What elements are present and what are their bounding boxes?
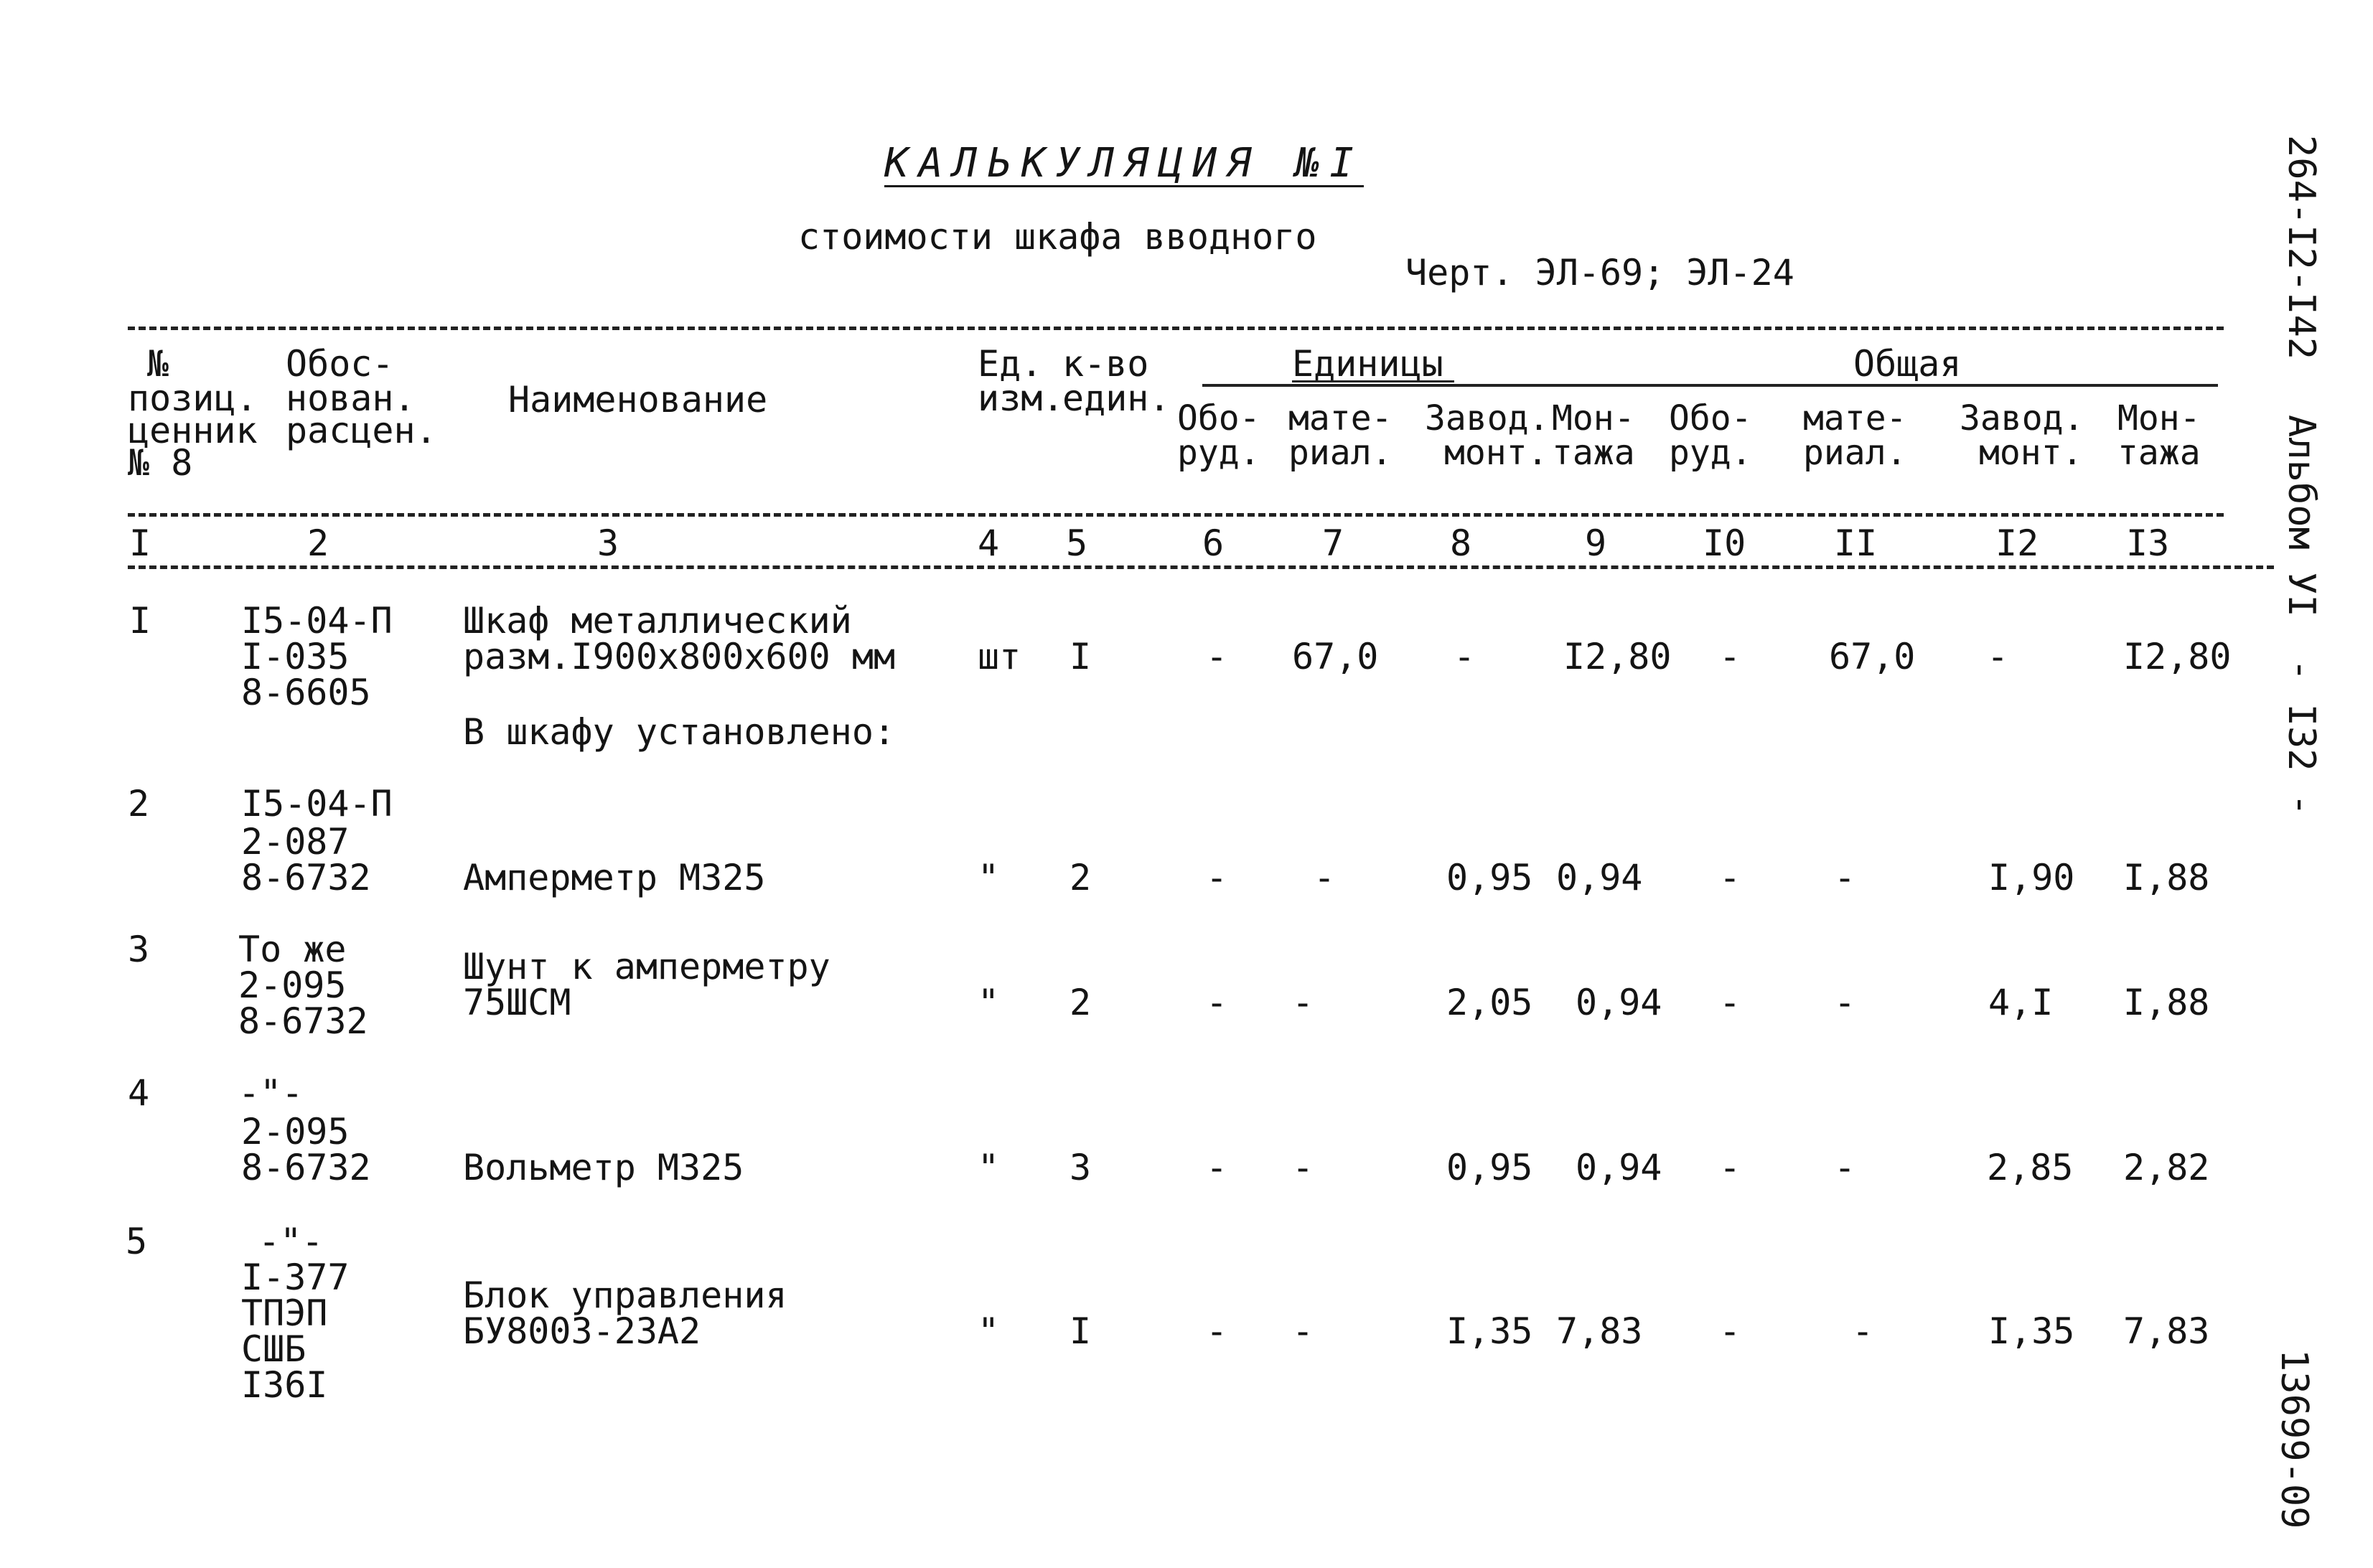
row4-basis-line1: -"- bbox=[238, 1072, 304, 1114]
row2-position: 2 bbox=[128, 783, 150, 825]
row4-col6: - bbox=[1206, 1147, 1228, 1188]
row5-col7: - bbox=[1292, 1310, 1314, 1352]
row3-col11: - bbox=[1834, 982, 1856, 1023]
row1-col11: 67,0 bbox=[1829, 636, 1916, 677]
row1-position: I bbox=[129, 600, 151, 642]
header-col13-line1: Мон- bbox=[2117, 398, 2201, 438]
row3-col6: - bbox=[1206, 982, 1228, 1023]
row5-basis-line2: I-377 bbox=[241, 1257, 350, 1298]
header-col11-line2: риал. bbox=[1803, 433, 1907, 473]
row3-position: 3 bbox=[128, 929, 150, 970]
row5-col8: I,35 bbox=[1446, 1310, 1533, 1352]
col-number-3: 3 bbox=[597, 522, 619, 564]
row5-col13: 7,83 bbox=[2123, 1310, 2210, 1352]
row4-basis-line2: 2-095 bbox=[241, 1111, 350, 1152]
row2-unit: " bbox=[978, 857, 1000, 898]
row5-col12: I,35 bbox=[1988, 1310, 2075, 1352]
row4-col12: 2,85 bbox=[1987, 1147, 2074, 1188]
row1-qty: I bbox=[1070, 636, 1092, 677]
row4-qty: 3 bbox=[1070, 1147, 1092, 1188]
header-col1-line4: № 8 bbox=[128, 442, 193, 484]
row3-name-line1: Шунт к амперметру bbox=[463, 946, 830, 987]
row4-col8: 0,95 bbox=[1446, 1147, 1533, 1188]
col-number-7: 7 bbox=[1322, 522, 1344, 564]
row4-col13: 2,82 bbox=[2123, 1147, 2210, 1188]
header-col11-line1: мате- bbox=[1803, 398, 1907, 438]
group-span-rule bbox=[1202, 384, 2218, 387]
header-col13-line2: тажа bbox=[2117, 433, 2201, 473]
header-col6-line1: Обо- bbox=[1177, 398, 1260, 438]
header-col2-line3: расцен. bbox=[286, 410, 437, 451]
col-number-10: I0 bbox=[1703, 522, 1746, 564]
header-col7-line2: риал. bbox=[1288, 433, 1393, 473]
header-bottom-rule bbox=[128, 513, 2224, 517]
header-col10-line1: Обо- bbox=[1669, 398, 1752, 438]
row4-col10: - bbox=[1719, 1147, 1741, 1188]
col-number-13: I3 bbox=[2126, 522, 2170, 564]
row3-col9: 0,94 bbox=[1576, 982, 1662, 1023]
side-album: Альбом УI bbox=[2280, 415, 2323, 617]
header-col10-line2: руд. bbox=[1669, 433, 1752, 473]
header-col2-line1: Обос- bbox=[286, 343, 394, 385]
row3-col10: - bbox=[1719, 982, 1741, 1023]
col-number-1: I bbox=[129, 522, 151, 564]
header-col9-line1: Мон- bbox=[1552, 398, 1635, 438]
row3-col12: 4,I bbox=[1988, 982, 2054, 1023]
row2-col7: - bbox=[1314, 857, 1336, 898]
row5-basis-line1: -"- bbox=[258, 1221, 324, 1262]
row5-col10: - bbox=[1719, 1310, 1741, 1352]
header-group-total: Общая bbox=[1853, 343, 1962, 385]
row2-qty: 2 bbox=[1070, 857, 1092, 898]
header-col6-line2: руд. bbox=[1177, 433, 1260, 473]
row1-basis-line2: I-035 bbox=[241, 636, 350, 677]
header-col8-line2: монт. bbox=[1444, 433, 1548, 473]
header-col9-line2: тажа bbox=[1552, 433, 1635, 473]
header-col4-line2: изм. bbox=[978, 377, 1064, 419]
row2-col8: 0,95 bbox=[1446, 857, 1533, 898]
row2-basis-line2: 2-087 bbox=[241, 821, 350, 863]
row3-name-line2: 75ШСМ bbox=[463, 982, 571, 1023]
header-col2-line2: нован. bbox=[286, 377, 416, 419]
row1-col10: - bbox=[1719, 636, 1741, 677]
header-col1-line1: № bbox=[147, 343, 169, 385]
row5-basis-line5: I36I bbox=[241, 1364, 328, 1406]
row5-qty: I bbox=[1070, 1310, 1092, 1352]
header-group-unit: Единицы bbox=[1292, 343, 1443, 385]
row4-basis-line3: 8-6732 bbox=[241, 1147, 371, 1188]
row4-col9: 0,94 bbox=[1576, 1147, 1662, 1188]
header-col5-line1: к-во bbox=[1062, 343, 1149, 385]
row3-col7: - bbox=[1292, 982, 1314, 1023]
row5-position: 5 bbox=[126, 1221, 148, 1262]
row1-col12: - bbox=[1987, 636, 2009, 677]
row2-col13: I,88 bbox=[2123, 857, 2210, 898]
row1-col13: I2,80 bbox=[2123, 636, 2232, 677]
row1-col8: - bbox=[1454, 636, 1476, 677]
row2-col11: - bbox=[1834, 857, 1856, 898]
row3-qty: 2 bbox=[1070, 982, 1092, 1023]
row1-col9: I2,80 bbox=[1563, 636, 1672, 677]
col-number-8: 8 bbox=[1450, 522, 1472, 564]
row4-unit: " bbox=[978, 1147, 1000, 1188]
col-number-12: I2 bbox=[1995, 522, 2039, 564]
header-col1-line3: ценник bbox=[128, 410, 258, 451]
row5-col6: - bbox=[1206, 1310, 1228, 1352]
row4-position: 4 bbox=[128, 1072, 150, 1114]
document-title: КАЛЬКУЛЯЦИЯ №I bbox=[884, 140, 1365, 187]
header-col5-line2: един. bbox=[1062, 377, 1171, 419]
row3-basis-line3: 8-6732 bbox=[238, 1000, 368, 1042]
row2-col6: - bbox=[1206, 857, 1228, 898]
row5-basis-line4: СШБ bbox=[241, 1328, 306, 1370]
row4-name: Вольметр М325 bbox=[463, 1147, 744, 1188]
row3-unit: " bbox=[978, 982, 1000, 1023]
row4-col11: - bbox=[1834, 1147, 1856, 1188]
col-number-2: 2 bbox=[307, 522, 329, 564]
row5-unit: " bbox=[978, 1310, 1000, 1352]
table-top-rule bbox=[128, 327, 2224, 330]
group-unit-underline bbox=[1292, 380, 1454, 382]
row2-col9: 0,94 bbox=[1556, 857, 1643, 898]
row2-col12: I,90 bbox=[1988, 857, 2075, 898]
row5-basis-line3: ТПЭП bbox=[241, 1292, 328, 1334]
col-number-4: 4 bbox=[978, 522, 1000, 564]
col-number-5: 5 bbox=[1066, 522, 1088, 564]
row2-basis-line3: 8-6732 bbox=[241, 857, 371, 898]
header-col4-line1: Ед. bbox=[978, 343, 1043, 385]
row1-col6: - bbox=[1206, 636, 1228, 677]
row2-basis-line1: I5-04-П bbox=[241, 783, 393, 825]
header-col1-line2: позиц. bbox=[128, 377, 258, 419]
row1-name-line1: Шкаф металлический bbox=[463, 600, 852, 642]
row5-col11: - bbox=[1852, 1310, 1874, 1352]
row4-col7: - bbox=[1292, 1147, 1314, 1188]
row3-basis-line1: То же bbox=[238, 929, 347, 970]
row5-col9: 7,83 bbox=[1556, 1310, 1643, 1352]
header-col12-line2: монт. bbox=[1979, 433, 2083, 473]
row1-col7: 67,0 bbox=[1292, 636, 1379, 677]
row2-name: Амперметр М325 bbox=[463, 857, 766, 898]
document-subtitle: стоимости шкафа вводного bbox=[798, 216, 1317, 258]
side-document-number: 13699-09 bbox=[2273, 1349, 2316, 1529]
row1-basis-line3: 8-6605 bbox=[241, 672, 371, 713]
row3-basis-line2: 2-095 bbox=[238, 964, 347, 1006]
row1-name-line2: разм.I900х800х600 мм bbox=[463, 636, 896, 677]
side-page-number: - I32 - bbox=[2280, 659, 2323, 817]
side-code: 264-I2-I42 bbox=[2280, 135, 2323, 360]
row1-unit: шт bbox=[978, 636, 1021, 677]
header-col3-name: Наименование bbox=[508, 379, 768, 421]
row3-col13: I,88 bbox=[2123, 982, 2210, 1023]
drawing-reference: Черт. ЭЛ-69; ЭЛ-24 bbox=[1405, 252, 1794, 294]
row5-name-line2: БУ8003-23А2 bbox=[463, 1310, 701, 1352]
header-col7-line1: мате- bbox=[1288, 398, 1393, 438]
row1-basis-line1: I5-04-П bbox=[241, 600, 393, 642]
col-number-9: 9 bbox=[1585, 522, 1607, 564]
column-number-rule bbox=[128, 565, 2274, 569]
row5-name-line1: Блок управления bbox=[463, 1274, 787, 1316]
col-number-6: 6 bbox=[1202, 522, 1225, 564]
header-col8-line1: Завод. bbox=[1425, 398, 1550, 438]
col-number-11: II bbox=[1834, 522, 1878, 564]
row2-col10: - bbox=[1719, 857, 1741, 898]
row3-col8: 2,05 bbox=[1446, 982, 1533, 1023]
header-col12-line1: Завод. bbox=[1960, 398, 2084, 438]
installed-note: В шкафу установлено: bbox=[463, 711, 896, 753]
